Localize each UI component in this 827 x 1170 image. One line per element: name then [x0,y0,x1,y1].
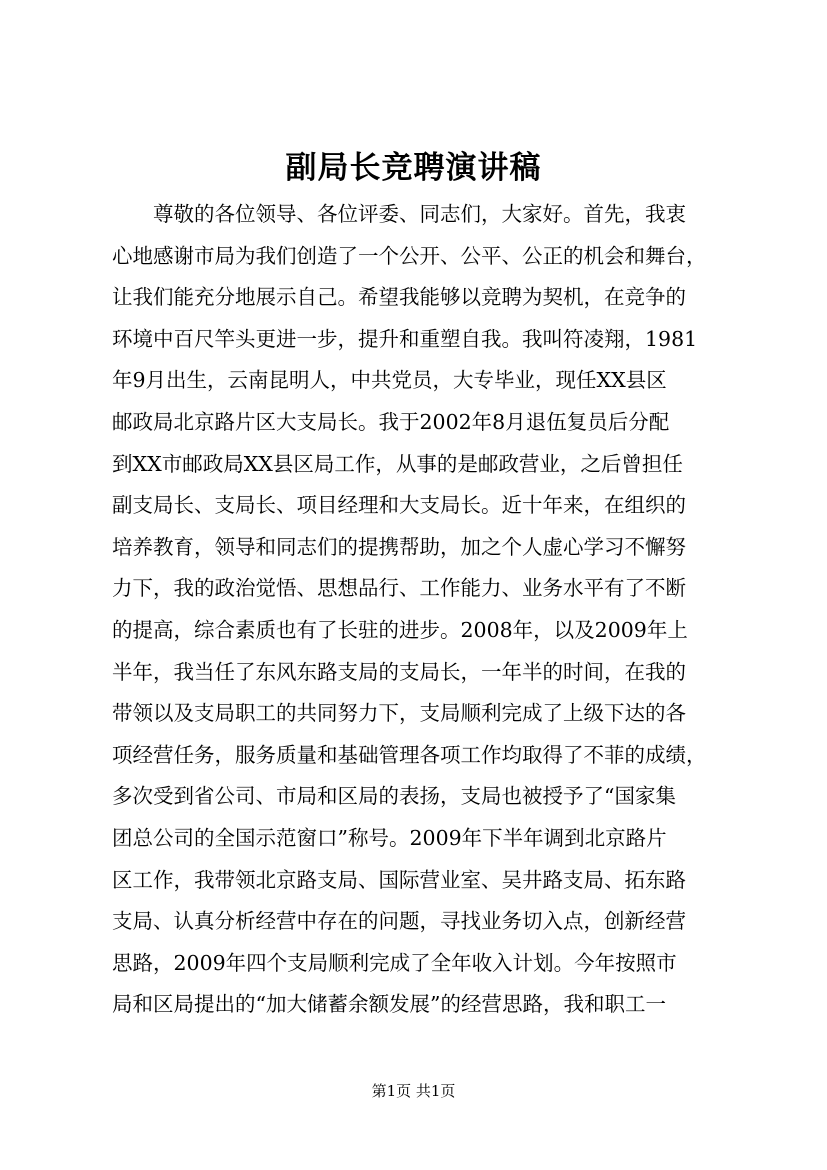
body-line: 培养教育，领导和同志们的提携帮助，加之个人虚心学习不懈努 [112,534,686,559]
body-line: 年9月出生，云南昆明人，中共党员，大专毕业，现任XX县区 [112,368,667,393]
body-line: 尊敬的各位领导、各位评委、同志们，大家好。首先，我衷 [153,202,686,226]
body-line: 团总公司的全国示范窗口”称号。2009年下半年调到北京路片 [112,825,667,850]
body-line: 让我们能充分地展示自己。希望我能够以竞聘为契机，在竞争的 [112,285,686,310]
body-line: 支局、认真分析经营中存在的问题，寻找业务切入点，创新经营 [112,909,686,934]
body-line: 项经营任务，服务质量和基础管理各项工作均取得了不菲的成绩， [112,742,707,767]
body-line: 半年，我当任了东风东路支局的支局长，一年半的时间，在我的 [112,659,686,684]
body-line: 多次受到省公司、市局和区局的表扬，支局也被授予了“国家集 [112,784,676,809]
document-body [112,194,727,1026]
page-number: 第1页 共1页 [371,1082,456,1100]
document-title: 副局长竞聘演讲稿 [285,150,542,186]
body-line: 局和区局提出的“加大储蓄余额发展”的经营思路，我和职工一 [112,992,666,1017]
body-line: 到XX市邮政局XX县区局工作，从事的是邮政营业，之后曾担任 [112,451,683,476]
body-line: 区工作，我带领北京路支局、国际营业室、吴井路支局、拓东路 [112,867,686,892]
body-line: 环境中百尺竿头更进一步，提升和重塑自我。我叫符凌翔，1981 [112,326,698,351]
body-line: 的提高，综合素质也有了长驻的进步。2008年，以及2009年上 [112,617,688,642]
body-line: 心地感谢市局为我们创造了一个公开、公平、公正的机会和舞台， [112,243,707,268]
body-line: 带领以及支局职工的共同努力下，支局顺利完成了上级下达的各 [112,701,686,726]
body-line: 邮政局北京路片区大支局长。我于2002年8月退伍复员后分配 [112,409,670,434]
body-line: 副支局长、支局长、项目经理和大支局长。近十年来，在组织的 [112,493,686,518]
body-line: 思路，2009年四个支局顺利完成了全年收入计划。今年按照市 [112,950,677,975]
body-line: 力下，我的政治觉悟、思想品行、工作能力、业务水平有了不断 [112,576,686,601]
